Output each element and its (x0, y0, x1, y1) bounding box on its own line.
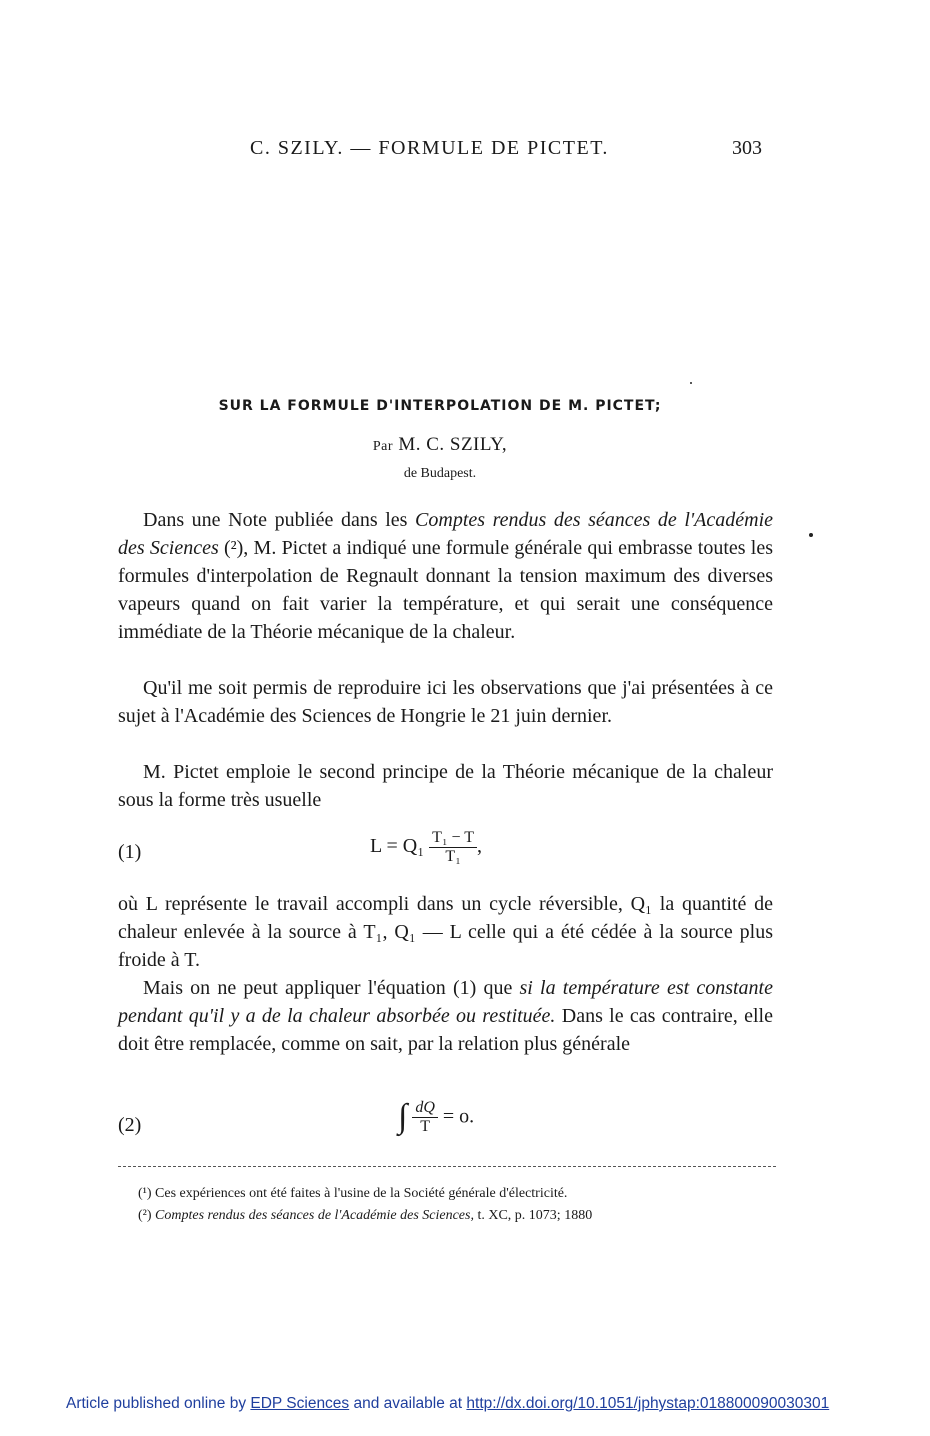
running-title: C. SZILY. — FORMULE DE PICTET. (250, 137, 609, 159)
footnote-2 (138, 1208, 592, 1224)
equation-punctuation: , (477, 835, 483, 858)
footnote-mark: (¹) (138, 1186, 152, 1201)
paragraph-text: Dans le cas contraire, elle doit être remplacée, comme on sait, par la relation plus générale (118, 1005, 773, 1055)
footnote-mark: (²) (138, 1208, 152, 1223)
author-name: M. C. SZILY, (398, 434, 508, 455)
equation-number: (2) (118, 1114, 142, 1136)
article-title: SUR LA FORMULE D'INTERPOLATION DE M. PICTET; (218, 398, 662, 414)
publisher-notice-text: Article published online by (66, 1395, 251, 1412)
stray-mark (690, 382, 692, 384)
affiliation: de Budapest. (403, 466, 477, 481)
fraction (412, 1099, 438, 1136)
footnote-text: Ces expériences ont été faites à l'usine de la Société générale d'électricité. (155, 1186, 568, 1201)
fraction-denominator: T₁ (445, 848, 461, 865)
equation-rhs: = o. (442, 1105, 475, 1128)
publisher-notice-text: and available at (349, 1395, 467, 1412)
fraction-denominator: T (420, 1117, 430, 1135)
paragraph-2: Qu'il me soit permis de reproduire ici les observations que j'ai présentées à ce sujet à l'Académie des Sciences de Hongrie le 21 juin dernier. (118, 677, 773, 727)
paragraph-text: Mais on ne peut appliquer l'équation (1) que (143, 977, 520, 999)
fraction-numerator: T₁ − T (429, 829, 477, 848)
byline-prefix: Par (372, 439, 394, 454)
footnote-text: t. XC, p. 1073; 1880 (473, 1208, 593, 1223)
fraction (429, 829, 477, 866)
paragraph-4: où L représente le travail accompli dans un cycle réversible, Q₁ la quantité de chaleur enlevée à la source à T₁, Q₁ — L celle qui a été cédée à la source plus froide à T. (118, 893, 773, 971)
page-number: 303 (732, 137, 762, 159)
stray-mark (809, 533, 813, 537)
equation-1 (118, 823, 773, 883)
paragraph-5 (118, 974, 773, 1058)
publisher-notice (66, 1395, 829, 1413)
fraction-numerator: dQ (412, 1099, 438, 1118)
equation-lhs: L = Q₁ (370, 835, 425, 858)
publisher-link[interactable]: EDP Sciences (250, 1395, 350, 1412)
paragraph-text: Dans une Note publiée dans les (143, 509, 416, 531)
footnote-separator (118, 1166, 776, 1167)
paragraph-1 (118, 506, 773, 646)
footnote-journal-italic: Comptes rendus des séances de l'Académie des Sciences, (155, 1208, 474, 1223)
integral-sign: ∫ (398, 1098, 408, 1135)
equation-2 (118, 1098, 773, 1158)
doi-link[interactable]: http://dx.doi.org/10.1051/jphystap:018800090030301 (466, 1395, 830, 1412)
journal-title-italic: Comptes rendus des séances de l'Académie des Sciences (118, 509, 773, 559)
footnote-1 (138, 1186, 567, 1202)
equation-body (398, 1098, 474, 1136)
equation-body (370, 829, 482, 866)
equation-number: (1) (118, 841, 142, 863)
paragraph-3: M. Pictet emploie le second principe de la Théorie mécanique de la chaleur sous la forme très usuelle (118, 761, 773, 811)
byline (0, 434, 880, 456)
paragraph-text: (²), M. Pictet a indiqué une formule générale qui embrasse toutes les formules d'interpolation de Regnault donnant la tension maximum des diverses vapeurs quand on fait varier la température, et qui serait une conséquence immédiate de la Théorie mécanique de la chaleur. (118, 537, 773, 643)
emphasis-italic: si la température est constante pendant qu'il y a de la chaleur absorbée ou restituée. (118, 977, 773, 1027)
